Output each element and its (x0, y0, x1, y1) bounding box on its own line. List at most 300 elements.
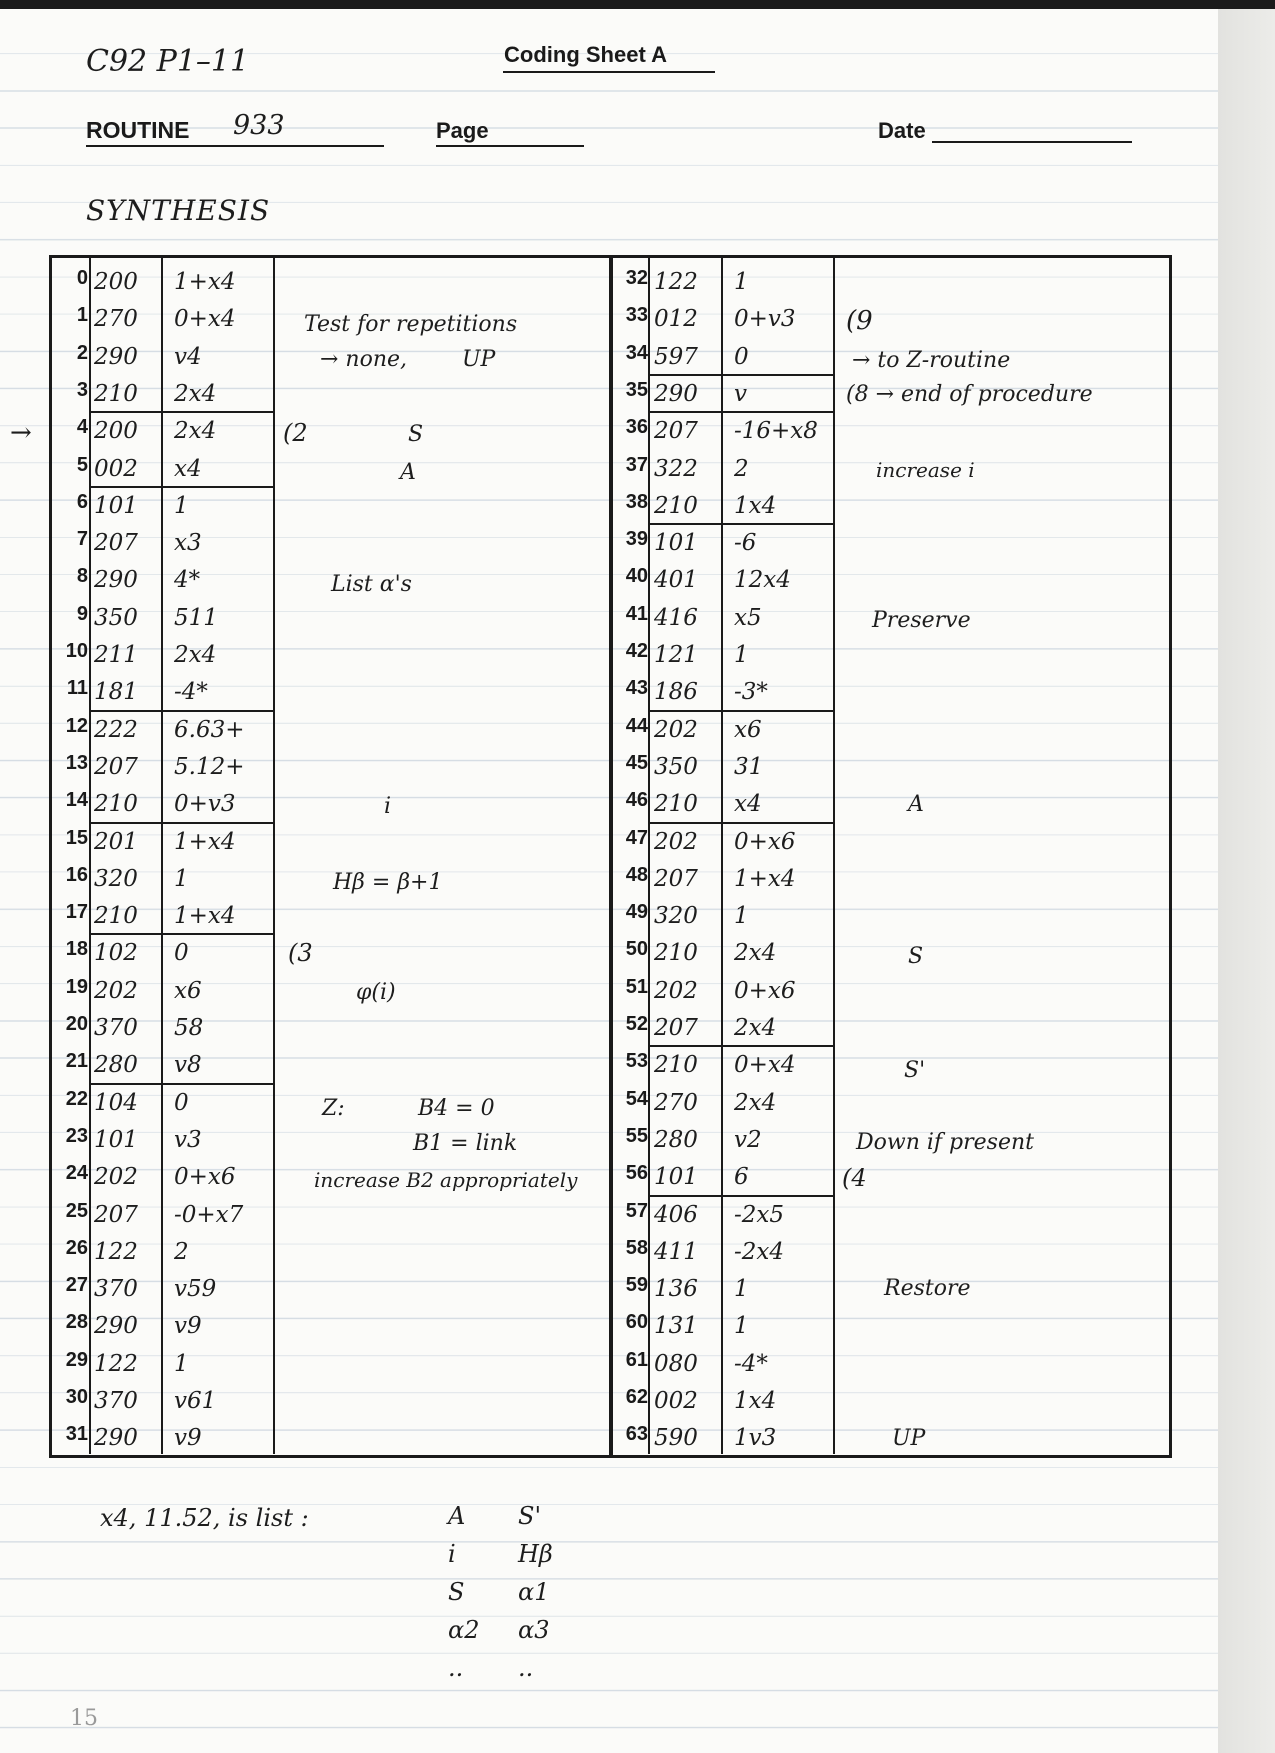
address: x6 (174, 977, 202, 1004)
address: 0+v3 (174, 791, 236, 818)
address: v3 (174, 1126, 202, 1153)
footer-list-item: α3 (518, 1616, 550, 1644)
address: 1 (734, 903, 749, 930)
code-row (52, 1158, 352, 1195)
footer-list-item: S (448, 1578, 465, 1606)
opcode: 202 (94, 1164, 138, 1191)
group-separator (649, 822, 834, 824)
line-number: 22 (65, 1087, 88, 1110)
address: 2 (174, 1238, 189, 1265)
line-number: 4 (76, 416, 88, 439)
line-number: 26 (65, 1236, 88, 1259)
address: 2x4 (734, 940, 777, 967)
code-row (612, 1307, 912, 1344)
footer-list-item: i (448, 1540, 456, 1568)
opcode: 210 (654, 791, 698, 818)
line-number: 32 (625, 267, 648, 289)
line-number: 20 (65, 1013, 88, 1035)
address: 1+x4 (734, 865, 796, 892)
opcode: 200 (94, 418, 138, 445)
opcode: 122 (654, 269, 698, 295)
address: 2x4 (174, 380, 217, 407)
line-number: 41 (625, 602, 648, 625)
line-number: 33 (625, 304, 648, 327)
address: 1+x4 (174, 828, 236, 855)
group-separator (90, 486, 274, 488)
comment-b4-zero: B4 = 0 (418, 1096, 495, 1121)
comment-b1-link: B1 = link (413, 1131, 518, 1156)
address: -4* (174, 679, 208, 706)
line-number: 62 (625, 1386, 648, 1408)
address: 0 (174, 940, 189, 967)
comment-bracket-2: (2 (283, 419, 308, 447)
comment-test-repetitions: Test for repetitions (304, 312, 518, 337)
line-number: 57 (625, 1199, 648, 1222)
opcode: 131 (654, 1313, 698, 1340)
code-row (612, 561, 912, 598)
opcode: 406 (654, 1201, 698, 1228)
code-row (612, 785, 912, 822)
code-row (612, 972, 912, 1009)
address: 1v3 (734, 1425, 777, 1452)
address: 0+x6 (734, 828, 796, 855)
address: 4* (174, 567, 201, 594)
footer-list-item: Hβ (518, 1540, 553, 1568)
line-number: 40 (625, 565, 648, 588)
comment-increase-i: increase i (876, 458, 975, 482)
group-separator (649, 710, 834, 712)
code-row (612, 1419, 912, 1456)
comment-bracket-4: (4 (842, 1164, 867, 1192)
comment-bracket-9: (9 (846, 306, 873, 336)
comment-preserve: Preserve (872, 608, 971, 633)
opcode: 322 (654, 455, 698, 482)
page-underline (436, 145, 584, 147)
opcode: 370 (94, 1388, 138, 1414)
code-row (612, 1046, 912, 1083)
code-row (52, 487, 352, 524)
opcode: 102 (94, 940, 138, 967)
address: 1 (174, 1350, 189, 1377)
opcode: 370 (94, 1015, 138, 1041)
comment-to-z-routine: → to Z-routine (852, 348, 1011, 373)
opcode: 320 (94, 865, 138, 892)
scan-right-margin (1218, 9, 1275, 1753)
address: 2x4 (174, 642, 217, 668)
group-separator (649, 523, 834, 525)
code-row (52, 748, 352, 785)
opcode: 207 (94, 753, 138, 780)
address: 1 (734, 642, 749, 668)
opcode: 222 (94, 716, 138, 743)
line-number: 18 (65, 938, 88, 961)
line-number: 30 (65, 1386, 88, 1408)
opcode: 202 (654, 716, 698, 743)
line-number: 31 (65, 1423, 88, 1446)
code-row (612, 823, 912, 860)
code-row (612, 1233, 912, 1270)
opcode: 122 (94, 1238, 138, 1265)
address: 1 (734, 1276, 749, 1303)
address: 1 (734, 1313, 749, 1340)
sheet-title-underline (503, 71, 715, 73)
opcode: 270 (94, 306, 138, 333)
code-row (612, 636, 912, 673)
code-row (52, 1270, 352, 1307)
code-row (612, 524, 912, 561)
address: -4* (734, 1350, 768, 1377)
opcode: 411 (654, 1238, 698, 1265)
line-number: 15 (65, 826, 88, 849)
code-row (612, 1084, 912, 1121)
code-row (52, 823, 352, 860)
opcode: 101 (654, 1164, 698, 1191)
opcode: 401 (654, 567, 698, 594)
code-row (612, 711, 912, 748)
line-number: 21 (65, 1050, 88, 1073)
line-number: 50 (625, 938, 648, 961)
opcode: 101 (654, 530, 698, 557)
code-row (52, 972, 352, 1009)
address: 5.12+ (174, 753, 245, 780)
code-row (612, 450, 912, 487)
address: 1+x4 (174, 269, 236, 295)
opcode: 290 (94, 1425, 138, 1452)
comment-list-alphas: List α's (331, 572, 412, 597)
opcode: 186 (654, 679, 698, 706)
footer-list-item: S' (518, 1502, 542, 1530)
opcode: 280 (654, 1126, 698, 1153)
address: v (734, 380, 747, 407)
line-number: 23 (65, 1124, 88, 1147)
code-row (52, 711, 352, 748)
address: v59 (174, 1276, 217, 1303)
code-row (52, 561, 352, 598)
opcode: 121 (654, 642, 698, 668)
line-number: 25 (65, 1199, 88, 1222)
line-number: 11 (66, 677, 88, 700)
address: 6 (734, 1164, 749, 1191)
opcode: 136 (654, 1276, 698, 1303)
code-row (612, 1382, 912, 1419)
opcode: 080 (654, 1350, 698, 1377)
line-number: 24 (65, 1162, 88, 1185)
line-number: 16 (65, 863, 88, 886)
comment-z: Z: (322, 1096, 345, 1121)
line-number: 45 (625, 751, 648, 774)
code-row (52, 375, 352, 412)
address: 0+x6 (734, 977, 796, 1004)
routine-number: 933 (233, 110, 285, 141)
opcode: 207 (654, 418, 698, 445)
opcode: 200 (94, 269, 138, 295)
opcode: 210 (94, 903, 138, 930)
line-number: 59 (625, 1274, 648, 1297)
address: x4 (734, 791, 762, 818)
code-row (612, 1345, 912, 1382)
opcode: 207 (654, 1015, 698, 1041)
group-separator (90, 933, 274, 935)
address: -0+x7 (174, 1201, 244, 1228)
routine-label: ROUTINE (86, 117, 190, 143)
opcode: 210 (94, 380, 138, 407)
line-number: 38 (625, 490, 648, 513)
code-row (52, 1419, 352, 1456)
opcode: 350 (94, 604, 138, 631)
line-number: 2 (76, 341, 88, 364)
line-number: 19 (65, 975, 88, 998)
opcode: 270 (654, 1089, 698, 1116)
code-row (612, 263, 912, 300)
opcode: 002 (94, 455, 138, 482)
code-row (52, 599, 352, 636)
code-row (612, 860, 912, 897)
line-number: 42 (625, 640, 648, 662)
code-row (612, 673, 912, 710)
address: x6 (734, 716, 762, 743)
line-number: 17 (65, 901, 88, 924)
code-row (52, 450, 352, 487)
address: v9 (174, 1425, 202, 1452)
address: v9 (174, 1313, 202, 1340)
line-number: 43 (625, 677, 648, 700)
opcode: 207 (94, 1201, 138, 1228)
comment-increase-b2: increase B2 appropriately (314, 1168, 578, 1192)
comment-s: S (408, 422, 424, 447)
opcode: 290 (94, 567, 138, 594)
opcode: 416 (654, 604, 698, 631)
code-row (612, 748, 912, 785)
opcode: 280 (94, 1052, 138, 1079)
opcode: 002 (654, 1388, 698, 1414)
opcode: 590 (654, 1425, 698, 1452)
address: 6.63+ (174, 716, 245, 743)
address: 1 (734, 269, 749, 295)
footer-list-item: α1 (518, 1578, 550, 1606)
address: 0+x4 (734, 1052, 796, 1079)
code-row (612, 487, 912, 524)
address: v61 (174, 1388, 217, 1414)
footer-list-item: .. (448, 1654, 464, 1682)
line-number: 9 (76, 602, 88, 625)
group-separator (649, 1045, 834, 1047)
comment-down-if-present: Down if present (856, 1130, 1034, 1155)
line-number: 37 (625, 453, 648, 476)
opcode: 122 (94, 1350, 138, 1377)
comment-a: A (400, 460, 416, 485)
address: 0+v3 (734, 306, 796, 333)
code-row (52, 338, 352, 375)
group-separator (649, 374, 834, 376)
code-row (612, 599, 912, 636)
code-row (612, 412, 912, 449)
code-row (52, 785, 352, 822)
opcode: 210 (654, 1052, 698, 1079)
code-row (612, 897, 912, 934)
address: 2x4 (734, 1015, 777, 1041)
address: 2x4 (734, 1089, 777, 1116)
code-row (52, 1084, 352, 1121)
code-row (612, 1270, 912, 1307)
line-number: 51 (625, 975, 648, 998)
line-number: 34 (625, 341, 648, 364)
code-row (612, 1009, 912, 1046)
page-mark: 15 (70, 1706, 98, 1731)
group-separator (649, 1195, 834, 1197)
address: v8 (174, 1052, 202, 1079)
code-row (612, 1196, 912, 1233)
code-row (52, 524, 352, 561)
comment-up-right: UP (892, 1426, 926, 1451)
comment-restore: Restore (884, 1276, 971, 1301)
comment-bracket-3: (3 (288, 939, 313, 967)
line-number: 28 (65, 1311, 88, 1334)
address: -16+x8 (734, 418, 818, 445)
line-number: 5 (76, 453, 88, 476)
opcode: 012 (654, 306, 698, 333)
address: -3* (734, 679, 768, 706)
code-row (52, 1382, 352, 1419)
footer-note: x4, 11.52, is list : (100, 1504, 309, 1532)
code-row (52, 1121, 352, 1158)
opcode: 290 (94, 343, 138, 370)
comment-end-of-procedure: (8 → end of procedure (846, 382, 1093, 407)
code-row (52, 1009, 352, 1046)
address: v4 (174, 343, 202, 370)
code-row (52, 1307, 352, 1344)
opcode: 201 (94, 828, 138, 855)
line-number: 27 (65, 1274, 88, 1297)
code-row (52, 897, 352, 934)
line-number: 60 (625, 1311, 648, 1334)
line-number: 6 (76, 490, 88, 513)
group-separator (90, 710, 274, 712)
line-number: 58 (625, 1236, 648, 1259)
entry-arrow-icon: → (10, 418, 32, 448)
address: -2x5 (734, 1201, 785, 1228)
address: -6 (734, 530, 757, 557)
address: -2x4 (734, 1238, 785, 1265)
address: 1+x4 (174, 903, 236, 930)
opcode: 210 (94, 791, 138, 818)
date-underline (932, 141, 1132, 143)
address: 1 (174, 492, 189, 519)
code-row (52, 1046, 352, 1083)
group-separator (90, 1083, 274, 1085)
line-number: 52 (625, 1013, 648, 1035)
address: 1x4 (734, 1388, 777, 1414)
sheet-subtitle: SYNTHESIS (86, 194, 271, 227)
page-label: Page (436, 118, 489, 143)
comment-phi-i: φ(i) (356, 980, 396, 1005)
address: x5 (734, 604, 762, 631)
address: x4 (174, 455, 202, 482)
opcode: 202 (654, 828, 698, 855)
comment-none: → none, (320, 347, 408, 372)
opcode: 101 (94, 492, 138, 519)
group-separator (90, 822, 274, 824)
opcode: 211 (94, 642, 138, 668)
opcode: 350 (654, 753, 698, 780)
address: v2 (734, 1126, 762, 1153)
opcode: 104 (94, 1089, 138, 1116)
sheet-title: Coding Sheet A (504, 42, 667, 67)
line-number: 8 (76, 565, 88, 588)
address: 0 (174, 1089, 189, 1116)
line-number: 54 (625, 1087, 648, 1110)
opcode: 101 (94, 1126, 138, 1153)
code-row (612, 1158, 912, 1195)
footer-list-item: α2 (448, 1616, 480, 1644)
scan-top-edge (0, 0, 1275, 9)
group-separator (90, 411, 274, 413)
address: 0+x4 (174, 306, 236, 333)
footer-list-item: .. (518, 1654, 534, 1682)
opcode: 597 (654, 343, 698, 370)
code-row (612, 934, 912, 971)
address: 1 (174, 865, 189, 892)
line-number: 63 (625, 1423, 648, 1446)
opcode: 181 (94, 679, 138, 706)
code-row (52, 636, 352, 673)
date-label: Date (878, 118, 926, 143)
address: 2 (734, 455, 749, 482)
comment-s-right: S (908, 944, 924, 969)
footer-list-item: A (448, 1502, 466, 1530)
line-number: 44 (625, 714, 648, 737)
address: x3 (174, 530, 202, 557)
address: 511 (174, 604, 218, 631)
opcode: 320 (654, 903, 698, 930)
address: 0 (734, 343, 749, 370)
handwritten-reference: C92 P1–11 (86, 44, 250, 79)
opcode: 210 (654, 940, 698, 967)
line-number: 55 (625, 1124, 648, 1147)
line-number: 49 (625, 901, 648, 924)
code-row (52, 860, 352, 897)
opcode: 290 (94, 1313, 138, 1340)
opcode: 207 (654, 865, 698, 892)
line-number: 7 (76, 528, 88, 551)
comment-a-right: A (908, 792, 924, 817)
opcode: 202 (654, 977, 698, 1004)
line-number: 46 (625, 789, 648, 812)
code-row (52, 1233, 352, 1270)
comment-up: UP (462, 347, 496, 372)
address: 58 (174, 1015, 204, 1041)
line-number: 35 (625, 378, 648, 401)
address: 2x4 (174, 418, 217, 445)
opcode: 290 (654, 380, 698, 407)
line-number: 14 (65, 789, 88, 812)
address: 1x4 (734, 492, 777, 519)
line-number: 56 (625, 1162, 648, 1185)
code-row (52, 673, 352, 710)
line-number: 39 (625, 528, 648, 551)
line-number: 48 (625, 863, 648, 886)
line-number: 10 (65, 640, 88, 662)
address: 0+x6 (174, 1164, 236, 1191)
comment-s-prime: S' (904, 1058, 926, 1083)
line-number: 47 (625, 826, 648, 849)
address: 12x4 (734, 567, 791, 594)
line-number: 3 (76, 378, 88, 401)
line-number: 29 (65, 1348, 88, 1371)
opcode: 207 (94, 530, 138, 557)
comment-h-beta: Hβ = β+1 (333, 870, 443, 895)
line-number: 0 (76, 267, 88, 289)
line-number: 61 (625, 1348, 648, 1371)
